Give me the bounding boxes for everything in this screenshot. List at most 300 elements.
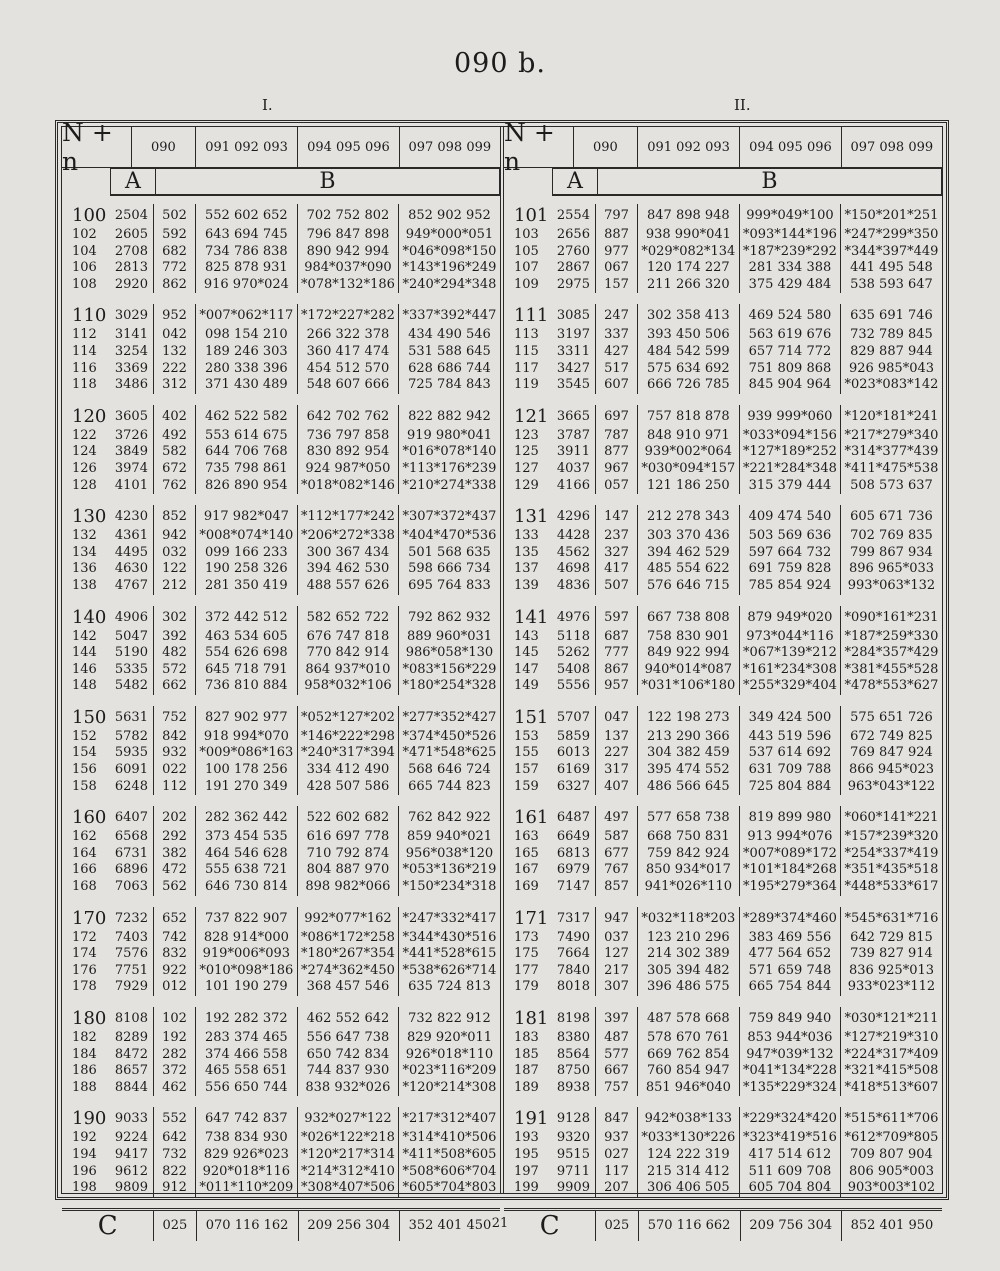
cell-a: 9909 xyxy=(552,1180,597,1197)
cell-b2: *033*094*156 xyxy=(740,428,841,445)
cell-b2: *146*222*298 xyxy=(298,729,399,746)
cell-n: 130 xyxy=(72,506,107,528)
cell-090: 832 xyxy=(154,946,196,963)
cell-b2: 315 379 444 xyxy=(740,478,841,495)
cell-a: 4166 xyxy=(552,478,597,495)
cell-b3: 993*063*132 xyxy=(847,577,936,593)
cell-a: 4562 xyxy=(552,545,597,562)
table-row xyxy=(504,606,942,629)
cell-090: 207 xyxy=(596,1180,638,1197)
row-group xyxy=(62,405,500,494)
table-row xyxy=(62,377,500,394)
table-frame xyxy=(55,118,949,1241)
table-row xyxy=(62,204,500,227)
cell-b1: 189 246 303 xyxy=(196,344,298,361)
cell-b1: 553 614 675 xyxy=(196,428,298,445)
cell-b3: *508*606*704 xyxy=(402,1163,497,1179)
cell-090: 417 xyxy=(596,561,638,578)
table-row xyxy=(504,505,942,528)
cell-a: 7664 xyxy=(552,946,597,963)
cell-b3: 441 495 548 xyxy=(850,260,933,276)
cell-n: 127 xyxy=(514,460,539,476)
cell-b3: 956*038*120 xyxy=(405,845,494,861)
cell-b1: 281 350 419 xyxy=(196,578,298,595)
cell-a: 2867 xyxy=(552,260,597,277)
cell-090: 767 xyxy=(596,862,638,879)
row-group xyxy=(504,606,942,695)
table-row xyxy=(62,729,500,746)
cell-a: 5408 xyxy=(552,662,597,679)
cell-b3: *314*410*506 xyxy=(402,1130,497,1146)
cell-b2: *041*134*228 xyxy=(740,1063,841,1080)
cell-b2: *229*324*420 xyxy=(740,1107,841,1130)
table-row xyxy=(504,1080,942,1097)
cell-n: 192 xyxy=(72,1130,97,1146)
cell-b3: *411*508*605 xyxy=(402,1146,497,1162)
row-group xyxy=(62,204,500,293)
cell-090: 497 xyxy=(596,806,638,829)
table-row xyxy=(62,606,500,629)
cell-n: 155 xyxy=(514,745,539,761)
cell-b3: *090*161*231 xyxy=(844,609,939,625)
cell-b2: 417 514 612 xyxy=(740,1147,841,1164)
cell-090: 012 xyxy=(154,979,196,996)
table-row xyxy=(504,344,942,361)
cell-n: 178 xyxy=(72,979,97,995)
row-group xyxy=(62,606,500,695)
cell-b1: 282 362 442 xyxy=(196,806,298,829)
header-col-0: 090 xyxy=(574,127,638,167)
table-row xyxy=(62,979,500,996)
cell-a: 7929 xyxy=(110,979,155,996)
cell-b1: 851 946*040 xyxy=(638,1080,740,1097)
table-row xyxy=(504,1047,942,1064)
cell-b1: 190 258 326 xyxy=(196,561,298,578)
cell-b2: *255*329*404 xyxy=(740,678,841,695)
header-col-3: 097 098 099 xyxy=(850,139,934,155)
table-row xyxy=(62,561,500,578)
table-row xyxy=(504,779,942,796)
cell-a: 6169 xyxy=(552,762,597,779)
cell-a: 8108 xyxy=(110,1007,155,1030)
cell-b3: *217*312*407 xyxy=(402,1111,497,1127)
cell-090: 027 xyxy=(596,1147,638,1164)
table-row xyxy=(504,1164,942,1181)
table-row xyxy=(62,662,500,679)
cell-a: 6979 xyxy=(552,862,597,879)
cell-n: 181 xyxy=(514,1008,549,1029)
cell-a: 4361 xyxy=(110,528,155,545)
cell-a: 5859 xyxy=(552,729,597,746)
table-row xyxy=(504,806,942,829)
cell-090: 672 xyxy=(154,461,196,478)
cell-a: 2656 xyxy=(552,227,597,244)
cell-b2: 522 602 682 xyxy=(298,806,399,829)
table-row xyxy=(504,444,942,461)
cell-090: 682 xyxy=(154,244,196,261)
cell-090: 562 xyxy=(154,879,196,896)
cell-n: 194 xyxy=(72,1146,97,1162)
cell-b1: *030*094*157 xyxy=(638,461,740,478)
cell-b3: 949*000*051 xyxy=(405,227,494,242)
subheader-b: B xyxy=(597,168,942,196)
cell-b2: 702 752 802 xyxy=(298,204,399,227)
row-group xyxy=(62,304,500,393)
cell-b1: 098 154 210 xyxy=(196,327,298,344)
cell-090: 502 xyxy=(154,204,196,227)
cell-090: 822 xyxy=(154,1164,196,1181)
cell-n: 121 xyxy=(514,405,549,427)
cell-b3: 933*023*112 xyxy=(847,979,936,995)
cell-b1: 101 190 279 xyxy=(196,979,298,996)
cell-090: 372 xyxy=(154,1063,196,1080)
cell-a: 7232 xyxy=(110,907,155,930)
cell-b3: 903*003*102 xyxy=(847,1180,936,1196)
table-row xyxy=(504,578,942,595)
cell-a: 7751 xyxy=(110,963,155,980)
cell-a: 9033 xyxy=(110,1107,155,1130)
cell-a: 6091 xyxy=(110,762,155,779)
table-row xyxy=(62,545,500,562)
cell-b3: 725 784 843 xyxy=(408,377,491,393)
cell-n: 131 xyxy=(514,506,549,528)
cell-b1: 918 994*070 xyxy=(196,729,298,746)
cell-n: 149 xyxy=(514,678,539,694)
c-label: C xyxy=(62,1211,154,1241)
row-group xyxy=(62,1107,500,1196)
cell-b3: 709 807 904 xyxy=(850,1146,933,1162)
cell-b3: *180*254*328 xyxy=(402,678,497,694)
cell-a: 3911 xyxy=(552,444,597,461)
row-group xyxy=(62,1007,500,1096)
cell-090: 247 xyxy=(596,304,638,327)
table-row xyxy=(504,963,942,980)
cell-a: 9809 xyxy=(110,1180,155,1197)
cell-090: 877 xyxy=(596,444,638,461)
cell-b2: 864 937*010 xyxy=(298,662,399,679)
cell-090: 867 xyxy=(596,662,638,679)
cell-a: 5556 xyxy=(552,678,597,695)
cell-b2: 751 809 868 xyxy=(740,361,841,378)
cell-b2: 488 557 626 xyxy=(298,578,399,595)
cell-a: 2504 xyxy=(110,204,155,227)
cell-090: 787 xyxy=(596,428,638,445)
cell-n: 107 xyxy=(514,260,539,276)
cell-a: 3726 xyxy=(110,428,155,445)
cell-a: 5782 xyxy=(110,729,155,746)
c-value-0: 025 xyxy=(154,1211,196,1241)
cell-b3: 822 882 942 xyxy=(408,408,491,424)
table-row xyxy=(62,304,500,327)
table-row xyxy=(62,963,500,980)
cell-b1: 758 830 901 xyxy=(638,629,740,646)
cell-b1: 214 302 389 xyxy=(638,946,740,963)
cell-b2: 796 847 898 xyxy=(298,227,399,244)
cell-a: 3486 xyxy=(110,377,155,394)
cell-b2: 898 982*066 xyxy=(298,879,399,896)
table-row xyxy=(504,645,942,662)
cell-b1: 643 694 745 xyxy=(196,227,298,244)
cell-b1: 578 670 761 xyxy=(638,1030,740,1047)
cell-b2: 958*032*106 xyxy=(298,678,399,695)
cell-b1: 393 450 506 xyxy=(638,327,740,344)
table-row xyxy=(504,327,942,344)
table-row xyxy=(62,907,500,930)
cell-n: 186 xyxy=(72,1063,97,1079)
cell-b2: 838 932*026 xyxy=(298,1080,399,1097)
cell-090: 847 xyxy=(596,1107,638,1130)
cell-a: 9612 xyxy=(110,1164,155,1181)
cell-b1: 735 798 861 xyxy=(196,461,298,478)
table-row xyxy=(504,204,942,227)
cell-n: 199 xyxy=(514,1180,539,1196)
cell-a: 6013 xyxy=(552,745,597,762)
cell-n: 142 xyxy=(72,628,97,644)
cell-b2: 890 942 994 xyxy=(298,244,399,261)
cell-b1: *011*110*209 xyxy=(196,1180,298,1197)
cell-n: 105 xyxy=(514,243,539,259)
cell-n: 104 xyxy=(72,243,97,259)
cell-090: 662 xyxy=(154,678,196,695)
cell-b1: 850 934*017 xyxy=(638,862,740,879)
cell-b3: 538 593 647 xyxy=(850,276,933,292)
table-frame-inner xyxy=(61,118,943,1241)
cell-a: 4906 xyxy=(110,606,155,629)
cell-a: 3605 xyxy=(110,405,155,428)
cell-b2: 992*077*162 xyxy=(298,907,399,930)
table-row xyxy=(504,729,942,746)
cell-b1: 667 738 808 xyxy=(638,606,740,629)
cell-n: 128 xyxy=(72,477,97,493)
cell-b2: *240*317*394 xyxy=(298,745,399,762)
cell-n: 108 xyxy=(72,276,97,292)
cell-a: 4495 xyxy=(110,545,155,562)
cell-090: 482 xyxy=(154,645,196,662)
table-row xyxy=(62,862,500,879)
table-row xyxy=(62,1047,500,1064)
cell-n: 156 xyxy=(72,762,97,778)
cell-n: 111 xyxy=(514,305,549,327)
cell-b1: 576 646 715 xyxy=(638,578,740,595)
cell-n: 136 xyxy=(72,561,97,577)
cell-090: 762 xyxy=(154,478,196,495)
cell-b3: *441*528*615 xyxy=(402,946,497,962)
cell-n: 158 xyxy=(72,778,97,794)
cell-n: 172 xyxy=(72,929,97,945)
table-row xyxy=(504,862,942,879)
cell-a: 3141 xyxy=(110,327,155,344)
cell-b1: 556 650 744 xyxy=(196,1080,298,1097)
cell-n: 119 xyxy=(514,377,539,393)
cell-a: 6248 xyxy=(110,779,155,796)
header-col-1: 091 092 093 xyxy=(638,127,740,167)
table-row xyxy=(62,405,500,428)
cell-a: 4037 xyxy=(552,461,597,478)
cell-b1: *008*074*140 xyxy=(196,528,298,545)
cell-b1: 848 910 971 xyxy=(638,428,740,445)
cell-n: 163 xyxy=(514,829,539,845)
cell-b3: *545*631*716 xyxy=(844,910,939,926)
cell-a: 5935 xyxy=(110,745,155,762)
table-row xyxy=(504,545,942,562)
cell-n: 147 xyxy=(514,661,539,677)
cell-n: 122 xyxy=(72,427,97,443)
cell-n: 179 xyxy=(514,979,539,995)
cell-b3: 806 905*003 xyxy=(848,1163,935,1179)
cell-b1: 734 786 838 xyxy=(196,244,298,261)
cell-b1: 283 374 465 xyxy=(196,1030,298,1047)
table-row xyxy=(62,1130,500,1147)
cell-b1: 916 970*024 xyxy=(196,277,298,294)
cell-b3: 829 920*011 xyxy=(406,1030,493,1045)
cell-a: 3974 xyxy=(110,461,155,478)
c-value-2: 209 756 304 xyxy=(741,1211,842,1241)
cell-b1: 463 534 605 xyxy=(196,629,298,646)
cell-a: 8289 xyxy=(110,1030,155,1047)
subheader-b: B xyxy=(155,168,500,196)
cell-090: 652 xyxy=(154,907,196,930)
cell-n: 139 xyxy=(514,577,539,593)
cell-b3: 889 960*031 xyxy=(406,628,493,644)
cell-a: 7147 xyxy=(552,879,597,896)
cell-a: 3311 xyxy=(552,344,597,361)
cell-b3: 919 980*041 xyxy=(406,427,493,443)
cell-b3: 896 965*033 xyxy=(848,561,935,577)
cell-n: 177 xyxy=(514,962,539,978)
cell-b3: *471*548*625 xyxy=(402,745,497,761)
table-row xyxy=(504,629,942,646)
cell-090: 687 xyxy=(596,629,638,646)
cell-b2: 710 792 874 xyxy=(298,846,399,863)
cell-090: 302 xyxy=(154,606,196,629)
cell-n: 189 xyxy=(514,1079,539,1095)
cell-b1: 372 442 512 xyxy=(196,606,298,629)
cell-n: 109 xyxy=(514,276,539,292)
cell-n: 198 xyxy=(72,1180,97,1196)
cell-b1: 099 166 233 xyxy=(196,545,298,562)
cell-b1: *032*118*203 xyxy=(638,907,740,930)
cell-n: 101 xyxy=(514,205,549,226)
header-n-plus-n: N + n xyxy=(504,127,574,167)
subheader-a: A xyxy=(110,168,155,196)
cell-b3: *083*156*229 xyxy=(402,661,497,677)
cell-b1: 646 730 814 xyxy=(196,879,298,896)
cell-090: 212 xyxy=(154,578,196,595)
cell-n: 159 xyxy=(514,778,539,794)
cell-b1: 303 370 436 xyxy=(638,528,740,545)
cell-a: 8657 xyxy=(110,1063,155,1080)
cell-090: 392 xyxy=(154,629,196,646)
cell-n: 112 xyxy=(72,327,97,343)
row-group xyxy=(504,505,942,594)
cell-n: 116 xyxy=(72,360,97,376)
cell-n: 129 xyxy=(514,477,539,493)
cell-b2: 428 507 586 xyxy=(298,779,399,796)
cell-090: 407 xyxy=(596,779,638,796)
cell-b1: 941*026*110 xyxy=(638,879,740,896)
cell-b2: *206*272*338 xyxy=(298,528,399,545)
cell-b1: 939*002*064 xyxy=(638,444,740,461)
cell-b3: *344*397*449 xyxy=(844,243,939,259)
table-row xyxy=(62,578,500,595)
cell-b3: *478*553*627 xyxy=(844,678,939,694)
cell-090: 102 xyxy=(154,1007,196,1030)
cell-b3: *381*455*528 xyxy=(844,661,939,677)
cell-b1: 465 558 651 xyxy=(196,1063,298,1080)
table-row xyxy=(62,361,500,378)
cell-n: 166 xyxy=(72,862,97,878)
cell-090: 772 xyxy=(154,260,196,277)
cell-n: 123 xyxy=(514,427,539,443)
cell-b1: 825 878 931 xyxy=(196,260,298,277)
cell-n: 153 xyxy=(514,728,539,744)
cell-b3: 672 749 825 xyxy=(850,728,933,744)
cell-b3: *321*415*508 xyxy=(844,1063,939,1079)
row-group xyxy=(504,304,942,393)
cell-b2: 616 697 778 xyxy=(298,829,399,846)
c-value-2: 209 256 304 xyxy=(299,1211,400,1241)
cell-b1: 305 394 482 xyxy=(638,963,740,980)
table-row xyxy=(62,1080,500,1097)
cell-a: 9320 xyxy=(552,1130,597,1147)
cell-b3: *187*259*330 xyxy=(844,628,939,644)
cell-b3: 852 902 952 xyxy=(408,208,491,223)
cell-090: 862 xyxy=(154,277,196,294)
cell-b2: *323*419*516 xyxy=(740,1130,841,1147)
c-value-3: 352 401 450 xyxy=(408,1218,492,1234)
cell-b1: 760 854 947 xyxy=(638,1063,740,1080)
cell-a: 5118 xyxy=(552,629,597,646)
cell-090: 222 xyxy=(154,361,196,378)
cell-b1: 191 270 349 xyxy=(196,779,298,796)
cell-090: 552 xyxy=(154,1107,196,1130)
table-row xyxy=(62,528,500,545)
cell-b1: 826 890 954 xyxy=(196,478,298,495)
cell-b3: *113*176*239 xyxy=(402,460,497,476)
cell-b2: 984*037*090 xyxy=(298,260,399,277)
cell-090: 117 xyxy=(596,1164,638,1181)
cell-a: 5707 xyxy=(552,706,597,729)
cell-b2: *172*227*282 xyxy=(298,304,399,327)
cell-a: 4698 xyxy=(552,561,597,578)
header-col-2: 094 095 096 xyxy=(740,127,841,167)
page-number: 21 xyxy=(491,1216,509,1231)
cell-090: 492 xyxy=(154,428,196,445)
cell-b3: *284*357*429 xyxy=(844,645,939,661)
cell-a: 8198 xyxy=(552,1007,597,1030)
table-row xyxy=(504,1180,942,1197)
cell-b1: 486 566 645 xyxy=(638,779,740,796)
cell-n: 164 xyxy=(72,845,97,861)
cell-a: 6896 xyxy=(110,862,155,879)
cell-b2: *221*284*348 xyxy=(740,461,841,478)
cell-b3: 762 842 922 xyxy=(408,810,491,826)
cell-n: 180 xyxy=(72,1008,107,1029)
cell-b2: 830 892 954 xyxy=(298,444,399,461)
cell-n: 167 xyxy=(514,862,539,878)
cell-n: 135 xyxy=(514,544,539,560)
cell-n: 191 xyxy=(514,1108,549,1130)
table-row xyxy=(62,678,500,695)
cell-b3: *030*121*211 xyxy=(844,1011,939,1026)
cell-090: 112 xyxy=(154,779,196,796)
cell-b1: 736 810 884 xyxy=(196,678,298,695)
cell-090: 777 xyxy=(596,645,638,662)
cell-b3: *120*214*308 xyxy=(402,1079,497,1095)
cell-b1: 829 926*023 xyxy=(196,1147,298,1164)
cell-b2: *195*279*364 xyxy=(740,879,841,896)
cell-a: 3427 xyxy=(552,361,597,378)
